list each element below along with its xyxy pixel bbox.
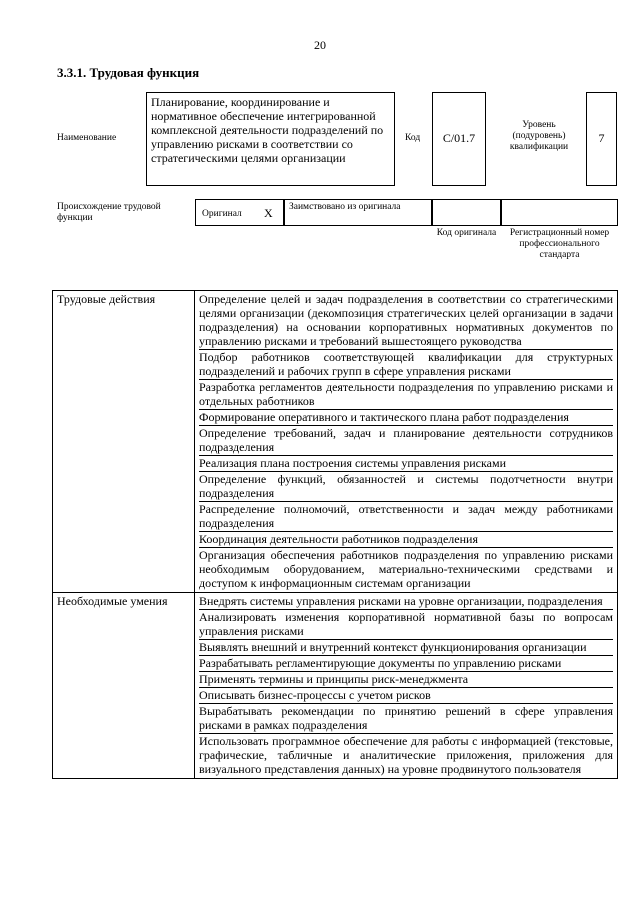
section-label: Трудовые действия: [53, 291, 195, 593]
name-value-box: [146, 92, 395, 186]
borrowed-box: [284, 199, 432, 226]
section-row-actions: [53, 291, 618, 593]
name-label: Наименование: [57, 133, 117, 143]
code-original-label: Код оригинала: [436, 228, 497, 238]
list-item: Определение целей и задач подразделения в соответствии со стратегическими целями организации (декомпозиция стратегических целей организации в задачи подразделения) на основании корпоративных нормативных документов по управлению рисками и требований вышестоящего руководства: [199, 292, 613, 348]
list-item: Применять термины и принципы риск-менеджмента: [199, 672, 613, 688]
original-box: [195, 199, 284, 226]
section-items: [195, 291, 618, 593]
reg-number-box: [501, 199, 618, 226]
original-label: Оригинал: [202, 209, 242, 219]
list-item: Выявлять внешний и внутренний контекст функционирования организации: [199, 640, 613, 656]
list-item: Формирование оперативного и тактического плана работ подразделения: [199, 410, 613, 426]
code-original-box: [432, 199, 501, 226]
code-box: [432, 92, 486, 186]
section-label: Необходимые умения: [53, 593, 195, 779]
page-number: 20: [314, 38, 326, 52]
section-row-skills: [53, 593, 618, 779]
list-item: Внедрять системы управления рисками на уровне организации, подразделения: [199, 594, 613, 610]
original-mark: X: [264, 206, 273, 220]
functions-table: [52, 290, 618, 779]
list-item: Анализировать изменения корпоративной нормативной базы по вопросам управления рисками: [199, 610, 613, 638]
level-box: [586, 92, 617, 186]
borrowed-label: Заимствовано из оригинала: [289, 202, 401, 212]
list-item: Определение требований, задач и планирование деятельности сотрудников подразделения: [199, 426, 613, 454]
section-title: 3.3.1. Трудовая функция: [57, 65, 200, 80]
list-item: Разрабатывать регламентирующие документы по управлению рисками: [199, 656, 613, 672]
list-item: Вырабатывать рекомендации по принятию решений в сфере управления рисками в рамках подразделения: [199, 704, 613, 732]
level-value: 7: [598, 131, 605, 145]
list-item: Определение функций, обязанностей и системы подотчетности внутри подразделения: [199, 472, 613, 500]
list-item: Описывать бизнес-процессы с учетом рисков: [199, 688, 613, 704]
list-item: Использовать программное обеспечение для работы с информацией (текстовые, графические, табличные и аналитические приложения, приложения для визуального представления данных) на уровне продвинутого пользователя: [199, 734, 613, 776]
code-label: Код: [405, 133, 421, 143]
list-item: Подбор работников соответствующей квалификации для структурных подразделений и рабочих групп в сфере управления рисками: [199, 350, 613, 378]
reg-number-label: Регистрационный номер профессионального стандарта: [509, 228, 610, 260]
level-label: Уровень (подуровень) квалификации: [509, 120, 569, 152]
list-item: Организация обеспечения работников подразделения по управлению рисками необходимым оборудованием, материально-техническими средствами и доступом к информационным системам организации: [199, 548, 613, 590]
origin-label: Происхождение трудовой функции: [57, 202, 161, 223]
list-item: Реализация плана построения системы управления рисками: [199, 456, 613, 472]
code-value: C/01.7: [442, 131, 476, 145]
section-items: [195, 593, 618, 779]
list-item: Разработка регламентов деятельности подразделения по управлению рисками и отдельных работников: [199, 380, 613, 408]
list-item: Координация деятельности работников подразделения: [199, 532, 613, 548]
name-value: Планирование, координирование и нормативное обеспечение интегрированной комплексной деятельности подразделений по управлению рисками в соответствии со стратегическими целями организации: [151, 95, 384, 165]
list-item: Распределение полномочий, ответственности и задач между работниками подразделения: [199, 502, 613, 530]
